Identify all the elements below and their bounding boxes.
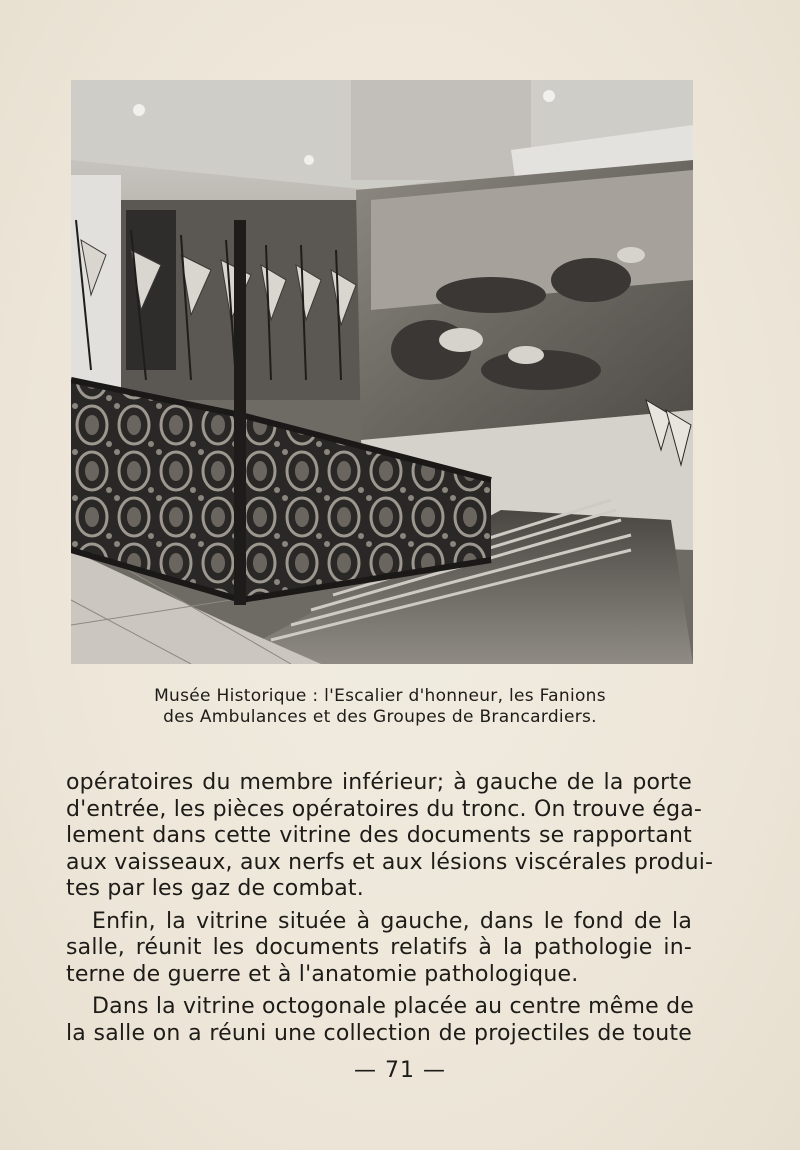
text-line: opératoires du membre inférieur; à gauche de la porte <box>66 770 692 795</box>
text-line: aux vaisseaux, aux nerfs et aux lésions viscérales produi- <box>66 849 714 875</box>
caption-line-2: des Ambulances et des Groupes de Brancardiers. <box>163 707 597 727</box>
text-line: lement dans cette vitrine des documents se rapportant <box>66 823 692 848</box>
figure-caption <box>100 686 660 728</box>
text-line: la salle on a réuni une collection de projectiles de toute <box>66 1020 692 1046</box>
text-line: Dans la vitrine octogonale placée au centre même de <box>92 994 694 1019</box>
paragraph-1 <box>66 770 714 903</box>
text-line: terne de guerre et à l'anatomie pathologique. <box>66 961 579 987</box>
page-number: — 71 — <box>354 1058 446 1083</box>
paragraph-2 <box>66 909 692 989</box>
text-line: Enfin, la vitrine située à gauche, dans le fond de la <box>92 908 692 934</box>
body-text <box>66 770 714 1047</box>
text-line: tes par les gaz de combat. <box>66 876 364 901</box>
text-line: d'entrée, les pièces opératoires du tronc. On trouve éga- <box>66 796 703 822</box>
museum-staircase-photo <box>71 80 693 664</box>
text-line: salle, réunit les documents relatifs à la pathologie in- <box>66 935 692 960</box>
paragraph-3 <box>66 994 692 1047</box>
caption-line-1: Musée Historique : l'Escalier d'honneur, les Fanions <box>154 686 606 706</box>
photo-illustration <box>71 80 693 664</box>
